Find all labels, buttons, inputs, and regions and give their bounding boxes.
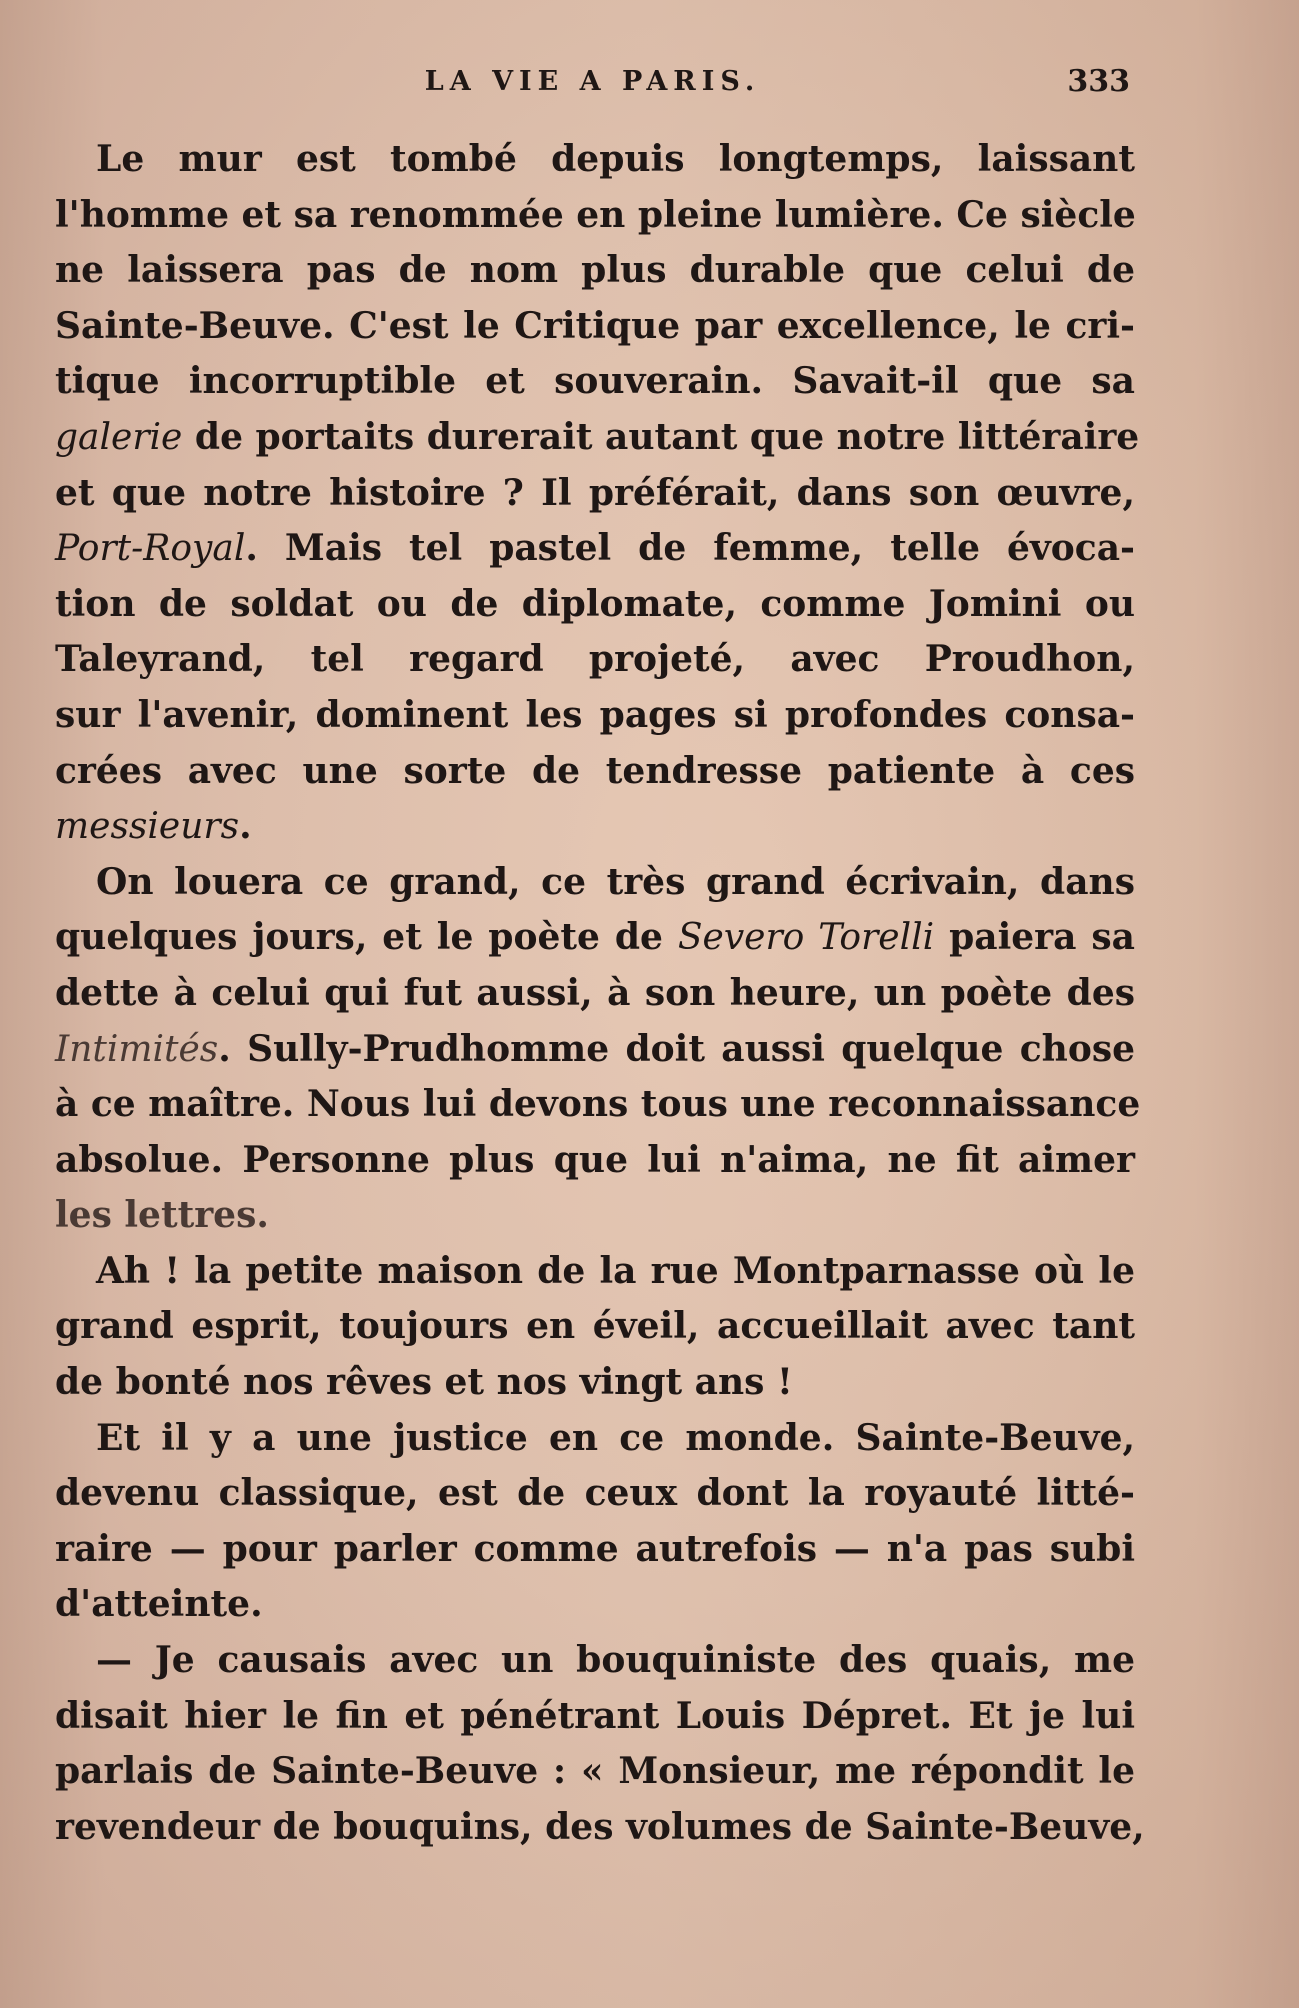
line-text: raire — pour parler comme autrefois — n'a pas subi [55, 1527, 1135, 1570]
text-line [55, 1689, 1135, 1745]
line-text: ne laissera pas de nom plus durable que celui de [55, 249, 1135, 292]
text-line [55, 1077, 1141, 1133]
italic-title: Intimités [55, 1028, 219, 1070]
page-number: 333 [1067, 64, 1130, 99]
line-text: parlais de Sainte-Beuve : « Monsieur, me répondit le [55, 1750, 1135, 1793]
line-text: — Je causais avec un bouquiniste des quais, me [96, 1639, 1135, 1682]
text-line [55, 577, 1135, 633]
line-text: de bonté nos rêves et nos vingt ans ! [55, 1361, 793, 1404]
line-text: . Sully-Prudhomme doit aussi quelque chose [218, 1027, 1135, 1070]
italic-title: Port-Royal [55, 528, 246, 570]
text-line [55, 1299, 1135, 1355]
text-line [55, 1800, 1145, 1856]
text-line [55, 1633, 1135, 1689]
running-head [55, 62, 1130, 102]
line-text: l'homme et sa renommée en pleine lumière. Ce siècle [55, 193, 1136, 236]
running-title: LA VIE A PARIS. [424, 66, 761, 97]
line-text: tion de soldat ou de diplomate, comme Jomini ou [55, 582, 1135, 625]
line-text: grand esprit, toujours en éveil, accueillait avec tant [55, 1305, 1135, 1348]
body-text [55, 132, 1145, 1855]
text-line [55, 855, 1135, 911]
line-text: Ah ! la petite maison de la rue Montparnasse où le [96, 1249, 1135, 1292]
text-line [55, 410, 1140, 466]
line-text: d'atteinte. [55, 1583, 263, 1626]
italic-title: galerie [55, 416, 183, 458]
line-text: devenu classique, est de ceux dont la royauté litté- [55, 1472, 1135, 1515]
line-text: de portaits durerait autant que notre littéraire [182, 415, 1140, 458]
text-line [55, 1244, 1135, 1300]
text-line [55, 243, 1135, 299]
line-text: et que notre histoire ? Il préférait, dans son œuvre, [55, 471, 1135, 514]
line-text: sur l'avenir, dominent les pages si profondes consa- [55, 693, 1135, 736]
text-line [55, 1133, 1135, 1189]
text-line [55, 966, 1135, 1022]
line-text: Et il y a une justice en ce monde. Sainte-Beuve, [96, 1416, 1135, 1459]
text-line [55, 910, 1135, 966]
text-line [55, 744, 1135, 800]
line-text: . Mais tel pastel de femme, telle évoca- [245, 527, 1135, 570]
text-line [55, 521, 1135, 577]
text-line [55, 1744, 1135, 1800]
text-line [55, 466, 1135, 522]
line-text: . [239, 805, 252, 848]
line-text: quelques jours, et le poète de [55, 916, 678, 959]
text-line [55, 1466, 1135, 1522]
line-text: les lettres. [55, 1194, 269, 1237]
text-line [55, 799, 1135, 855]
line-text: revendeur de bouquins, des volumes de Sainte-Beuve, [55, 1805, 1145, 1848]
line-text: à ce maître. Nous lui devons tous une reconnaissance [55, 1083, 1141, 1126]
text-line [55, 132, 1135, 188]
text-line [55, 1188, 1135, 1244]
line-text: crées avec une sorte de tendresse patiente à ces [55, 749, 1135, 792]
italic-title: messieurs [55, 806, 240, 848]
italic-title: Severo Torelli [677, 917, 935, 959]
line-text: Le mur est tombé depuis longtemps, laissant [96, 138, 1135, 180]
text-line [55, 299, 1135, 355]
text-line [55, 188, 1135, 244]
text-line [55, 1411, 1135, 1467]
text-line [55, 688, 1135, 744]
text-line [55, 1355, 1135, 1411]
line-text: paiera sa [934, 916, 1135, 959]
line-text: Taleyrand, tel regard projeté, avec Proudhon, [55, 638, 1135, 681]
line-text: dette à celui qui fut aussi, à son heure, un poète des [55, 971, 1135, 1014]
line-text: On louera ce grand, ce très grand écrivain, dans [96, 860, 1135, 903]
text-line [55, 354, 1135, 410]
line-text: tique incorruptible et souverain. Savait-il que sa [55, 360, 1135, 403]
line-text: disait hier le fin et pénétrant Louis Dépret. Et je lui [55, 1694, 1135, 1737]
line-text: Sainte-Beuve. C'est le Critique par excellence, le cri- [55, 304, 1135, 347]
text-line [55, 1522, 1135, 1578]
text-line [55, 1577, 1135, 1633]
text-line [55, 1022, 1135, 1078]
line-text: absolue. Personne plus que lui n'aima, ne fit aimer [55, 1138, 1135, 1181]
text-line [55, 632, 1135, 688]
